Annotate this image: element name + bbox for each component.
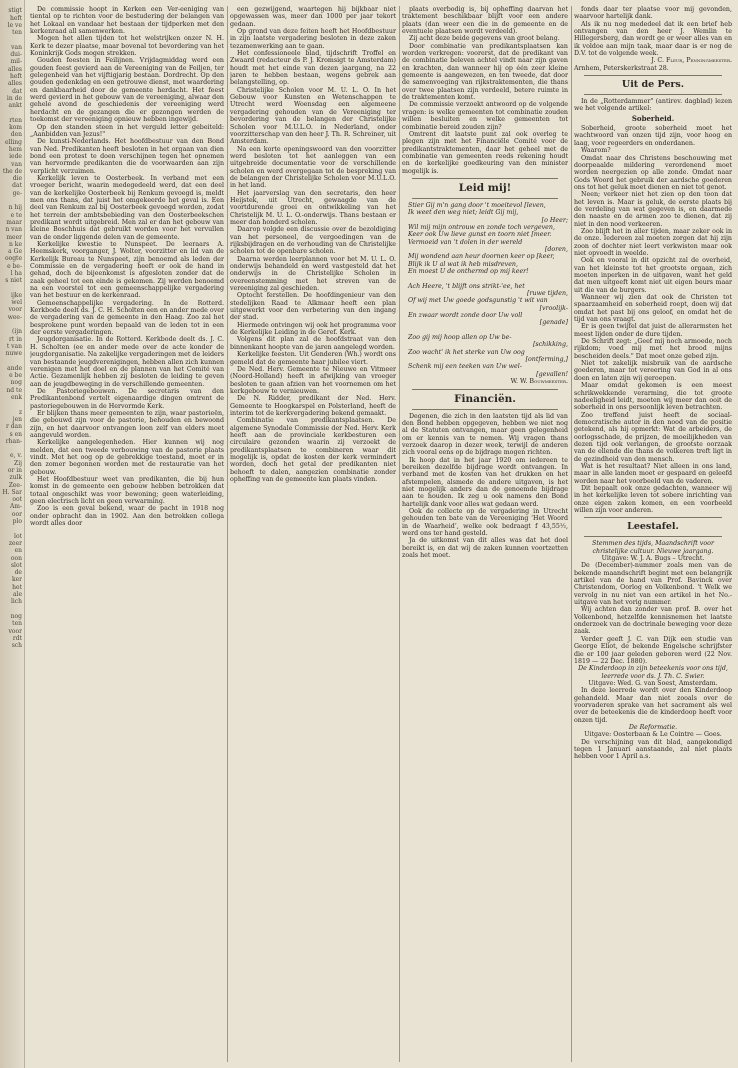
margin-fragment — [0, 445, 24, 452]
margin-fragment: stigt — [8, 7, 22, 15]
section-divider — [412, 198, 558, 199]
margin-fragment: van — [11, 160, 22, 168]
section-divider — [584, 94, 722, 95]
poem-line: Zoo wacht' ik het sterke van Uw oog — [408, 348, 525, 356]
article-paragraph: Wat is het resultaat? Niet alleen in ons land, maar in alle landen moet er gespaard en geleefd worden naar het voorbeeld van de vaderen. — [574, 462, 732, 485]
article-paragraph: De Schrift zegt: „Geef mij noch armoede, noch rijkdom; voed mij met het brood mijns bescheiden deels." Dat moet onze gebed zijn. — [574, 338, 732, 360]
book-title: De Kinderdoop in zijn beteekenis voor ons tijd, leerrede voor ds. J. Th. C. Swier. — [578, 665, 728, 680]
margin-fragment: ale — [12, 591, 22, 599]
margin-fragment: alles — [7, 65, 22, 73]
margin-fragment: Zee- — [8, 481, 22, 489]
article-paragraph: Dit bepaalt ook onze gedachten, wanneer wij in het kerkelijke leven tot sobere inrichting van onze eigen zaken komen, en een voorbeeld willen zijn voor anderen. — [574, 484, 732, 514]
margin-fragment: wee- — [7, 313, 22, 321]
margin-fragment: ankt — [8, 102, 22, 110]
financien-paragraph: Ook de collecte op de vergadering in Utrecht gehouden ten bate van de Vereeniging ‘Het Woord in de Waarheid’, welke ook bedraagt f 43,55½, werd ons ter hand gesteld. — [402, 507, 568, 537]
margin-fragment: t van — [6, 342, 22, 350]
margin-fragment: e te — [10, 211, 22, 219]
leestafel-title: Leestafel. — [627, 521, 679, 533]
margin-fragment: nog — [10, 612, 22, 620]
section-divider — [584, 517, 722, 518]
article-paragraph: De commissie hoopt in Kerken een Ver-eeniging van tiental op te richten voor de bestudering der belangen van het Lokaal en vandaar het bestaan der tijdperken met den kerkenraad all samenwerken. — [30, 6, 224, 36]
article-paragraph: Hiermede ontvingen wij ook het programma voor de Kerkelijke Leiding in de Geref. Kerk. — [230, 321, 396, 337]
book-publisher: Uitgave: Oosterbaan & Le Cointre — Goes. — [584, 731, 722, 739]
margin-fragment — [0, 358, 24, 365]
margin-fragment: Zij — [14, 459, 22, 467]
poem-line: [vroolijk- — [539, 304, 568, 312]
book-title: De Reformatie. — [628, 723, 678, 731]
margin-fragment: le ve — [7, 21, 22, 29]
margin-fragment: slot — [10, 561, 22, 569]
margin-fragment: nd te — [6, 386, 22, 394]
article-paragraph: Kerkelijke aangelegenheden. Hier kunnen wij nog melden, dat een tweede verbouwing van de pastorie plaats vindt. Met het oog op de gebrekkige toestand, moet er in den zomer begonnen worden met de restauratie van het gebouw. — [30, 439, 224, 476]
margin-fragment: ten — [12, 620, 22, 628]
margin-fragment: n van — [5, 226, 22, 234]
margin-fragment: dui- — [10, 51, 22, 59]
financien-paragraph: Ik hoop dat in het jaar 1920 om iedereen te bereiken dezelfde bijdrage wordt ontvangen. In verband met de kosten van het drukken en het afstempelen, alsmede de andere uitgaven, is het niet mogelijk anders dan de genoemde bijdrage aan te houden. Ik zeg u ook namens den Bond hartelijk dank voor alles wat gedaan werd. — [402, 456, 568, 508]
book-publisher: Uitgave: W. J. A. Bugs – Utrecht. — [601, 555, 705, 563]
margin-fragment: voor — [8, 627, 22, 635]
article-paragraph: Zoo is een geval bekend, waar de pacht in 1918 nog onder opbracht dan in 1902. Aan den betrokken collega wordt alles door — [30, 505, 224, 528]
margin-fragment: oogte — [4, 255, 22, 263]
poem-line: En zwaar wordt zonde door Uw voll — [408, 312, 523, 320]
poem-line: Schenk mij een teeken van Uw wel- — [408, 363, 522, 371]
margin-fragment: oor — [11, 510, 22, 518]
poem-line: [o Heer; — [541, 216, 568, 224]
article-paragraph: Het jaarverslag van den secretaris, den heer Heijstek, uit Utrecht, gewaagde van de voortdurende groei en ontwikkeling van het Christelijk M. U. L. O.-onderwijs. Thans bestaan er meer dan honderd scholen. — [230, 189, 396, 226]
poem-line: Ik weet den weg niet; leidt Gij mij, — [408, 209, 519, 217]
column-rule — [227, 6, 228, 1062]
margin-fragment: heft — [9, 72, 22, 80]
margin-fragment: dat — [12, 182, 22, 190]
margin-fragment: lich — [10, 598, 22, 606]
poem-line: [schikking, — [532, 341, 568, 349]
margin-fragment: oon — [10, 554, 22, 562]
article-paragraph: Combinatie van predikantsplaatsen. De algemene Synodale Commissie der Ned. Herv. Kerk heeft aan de provinciale kerkbesturen een circulaire gezonden waarin zij verzoekt de predikantsplaatsen te combineren waar dit mogelijk is, opdat de kosten der kerk vermindert worden, doch het getal der predikanten niet behoeft te dalen, aangezien combinatie zonder opheffing van de gemeente kan plaats vinden. — [230, 417, 396, 483]
poem-line: En moest U de onthermd op mij keer! — [408, 268, 529, 275]
article-paragraph: Zij acht deze beide gegevens van groot belang. — [409, 35, 560, 43]
book-title: Stemmen des tijds, Maandschrift voor christelijke cultuur. Nieuwe jaargang. — [592, 540, 714, 555]
poem-line: [ontferming,] — [525, 356, 568, 364]
margin-fragment: H. Sar — [2, 488, 22, 496]
article-paragraph: Gouden feesten in Feilijnen. Vrijdagmiddag werd een gouden feest gevierd aan de Vereeniging van de Feiljen, ter gelegenheid van het vijftigjarig bestaan. Dordrecht. Op den gouden gedenkdag en een getrouwe dienst, met waardering en dankbaarheid door de gemeente herdacht. Het feest werd gevierd in het gebouw van de vereeniging, alwaar den gehele avond de geschiedenis der vereeniging werd herdacht en de gezangen die er gezongen werden de toekomst der vereeniging opnieuw hebben ingewijd. — [30, 57, 224, 124]
margin-fragment: jen — [12, 415, 22, 423]
margin-fragment: voor — [8, 306, 22, 314]
poem-line: Wil mij mijn ontrouw en zonde toch vergeven, — [408, 223, 555, 231]
article-paragraph: Omdat naar des Christens beschouwing met doorpeaalde mildering verordenend moet worden neergezien op alle zonde. Omdat naar Gods Woord het gebruik der aardsche goederen ons tot het geluk moet dienen en niet tot genot. — [574, 154, 732, 191]
poem-line: Blijk ik U al wat ik heb misdreven, — [408, 260, 518, 268]
article-paragraph: Kerkelijke kwestie te Nunspeet. De leeraars A. Heemskerk, voorganger, J. Wolter, voorzitter en lid van de Kerkelijk Bureau te Nunspeet, zijn benoemd als leden der Commissie en de vergadering heeft er ook de hand in gehad, doch de bijeenkomst is afgesloten zonder dat de zaak geheel tot een einde is gekomen. Zij werden benoemd na een voorstel tot een gemeenschappelijke vergadering van het bestuur en de kerkenraad. — [30, 241, 224, 300]
article-paragraph: Als ik nu nog mededeel dat ik een brief heb ontvangen van den heer J. Wemlin te Hillegersberg, dan wordt ge er weer alles van en ik voldoe aan mijn taak, maar daar is er nog de D.V. tot de volgende week. — [574, 20, 732, 58]
section-divider — [412, 389, 558, 390]
margin-fragment: enk — [10, 394, 22, 402]
article-paragraph: Het Hoofdbestuur weet van predikanten, die bij hun komst in de gemeente een gebouw hebben betrokken dat totaal ongeschikt was voor bewoning; geen waterleiding, geen electrisch licht en geen verwarming. — [30, 476, 224, 506]
article-paragraph: Soberheid, groote soberheid moet het wachtwoord van onzen tijd zijn, voor hoog en laag, voor regeerders en onderdanen. — [574, 125, 732, 147]
article-paragraph: Volgens dit plan zal de hoofdstraat van den binnenkant hoopte van de jaren aangelegd worden. — [230, 336, 396, 351]
margin-fragment: z — [18, 408, 22, 416]
margin-fragment — [0, 0, 24, 7]
article-paragraph: Daarop volgde een discussie over de bezoldiging van het personeel, de vergoedingen van de rijksbijdragen en de verhouding van de Christelijke scholen tot de openbare scholen. — [230, 226, 396, 256]
margin-fragment: van — [11, 43, 22, 51]
article-paragraph: De commissie verzoekt antwoord op de volgende vragen: is welke gemeenten tot combinatie zouden willen besluiten en welke gemeenten tot combinatie bereid zouden zijn? — [402, 101, 568, 131]
article-paragraph: een gezwijgend, waartegen hij bijkbaar niet opgewassen was, meer dan 1000 per jaar tekort gedaan. — [230, 6, 396, 28]
column-1 — [30, 6, 224, 1062]
column-2 — [230, 6, 396, 1062]
article-paragraph: Optocht ferstellen. De hoofdingenieur van den stedelijken Raad te Alkmaar heeft een plan uitgewerkt voor den verbetering van den ingang der stad. — [230, 292, 396, 322]
margin-fragment — [0, 606, 24, 613]
margin-fragment: a Ge — [8, 248, 22, 256]
margin-fragment: maar — [6, 218, 22, 226]
financien-paragraph: Degenen, die zich in den laatsten tijd als lid van den Bond hebben opgegeven, hebben we niet nog al de Statuten ontvangen, maar geen gelegenheid om er kennis van te nemen. Wij vragen thans verzoek daarop in dezer week, terwijl de anderen zich vooral eens op de bijdrage mogen richten. — [402, 412, 568, 457]
margin-fragment — [0, 197, 24, 204]
article-paragraph: Na een korte openingswoord van den voorzitter werd besloten tot het aanleggen van een uitgebreide documentatie voor de verschillende scholen en werd overgegaan tot de bespreking van de belangen der Christelijke Scholen voor M.U.L.O. in het land. — [230, 145, 396, 190]
article-title: Soberheid. — [631, 113, 675, 123]
poem-line: Vermoeid van 't dolen in der wereld — [408, 238, 523, 246]
article-paragraph: Neen; verkeer niet het zien op den toon dat het leven is. Maar is geluk, de eerste plaats bij de verdeling van wat gegeven is, en daarmede den naaste en de armen zoo te dienen, dat zij niet in den nood verkeeren. — [574, 191, 732, 228]
margin-fragment: en — [14, 547, 22, 555]
poem-line: [ruwe tijden, — [527, 290, 568, 298]
article-paragraph: Waarom? — [581, 147, 611, 155]
margin-fragment: het — [12, 583, 22, 591]
uit-de-pers-intro: In de „Rotterdammer" (antirev. dagblad) lezen we het volgende artikel: — [574, 98, 732, 113]
margin-fragment: heft — [9, 14, 22, 22]
margin-fragment: nuwe — [5, 350, 22, 358]
article-paragraph: De Pastoriegebouwen. De secretaris van den Predikantenbond vertelt eigenaardige dingen omtrent de pastoriegebouwen in de Hervormde Kerk. — [30, 387, 224, 410]
article-paragraph: De kunsti-Nederlands. Het hoofdbestuur van den Bond van Ned. Predikanten heeft besloten in het orgaan van dien bond een protest te doen verschijnen tegen het opnemen van hervormde predikanten die de voorwaarden aan zijn verplicht verzuimen. — [30, 138, 224, 175]
margin-fragment: oot — [12, 496, 22, 504]
margin-fragment: Am- — [9, 503, 22, 511]
margin-fragment: the de — [2, 167, 22, 175]
article-paragraph: Christelijke Scholen voor M. U. L. O. In het Gebouw voor Kunsten en Wetenschappen te Utrecht werd Woensdag een algemeene vergadering gehouden van de Vereeniging ter bevordering van de belangen der Christelijke Scholen voor M.U.L.O. in Nederland, onder voorzitterschap van den heer J. Th. R. Schreiner, uit Amsterdam. — [230, 86, 396, 146]
margin-fragment — [0, 109, 24, 116]
treasurer-signature: J. C. Fleur, Penningmeester. — [651, 57, 732, 65]
margin-fragment: kom — [9, 124, 22, 132]
article-paragraph: Zoo treffend juist heeft de sociaal-democratische autor in den nood van de positie getekend, als hij opmerkt: Wat de arbeiders, de oorlogsschade, de prijzen, de moeilijkheden van dezen tijd ook verlangen, de grootste oorzaak van de ellende die thans de volkeren treft ligt in de gezindheid van den mensch. — [574, 411, 732, 463]
poem-signature: W. W. Bouwmeester. — [510, 378, 568, 386]
financien-paragraph: Ja de uitkomst van dit alles was dat het doel bereikt is, en dat wij de zaken kunnen voortzetten zoals het moet. — [402, 537, 568, 560]
margin-fragment: hem — [8, 145, 22, 153]
section-divider — [584, 536, 722, 537]
poem-line: [genade] — [539, 319, 568, 327]
article-paragraph: Door combinatie van predikantsplaatsen kan worden verkregen: voorerst, dat de predikant van de combinatie beleven achtel vindt naar zijn gaven en krachten, dan wanneer hij op één zeer kleine gemeente is aangewezen, en ten tweede, dat door de samenvoeging van rijkstraktementen, die thans over twee plaatsen zijn verdeeld, betere ruimte in de traktementen komt. — [402, 42, 568, 102]
poem-line: Keer ook Uw lieve gunst en toorn niet [meer. — [408, 231, 552, 239]
column-rule — [399, 6, 400, 1062]
margin-fragment: nog — [10, 379, 22, 387]
margin-fragment: elling — [4, 138, 22, 146]
article-paragraph: Daarna werden leerplannen voor het M. U. L. O. onderwijs behandeld en werd vastgesteld dat het onderwijs in de Christelijke Scholen in overeenstemming met het streven van de vereeniging zal geschieden. — [230, 255, 396, 293]
article-paragraph: Ook en vooral in dit opzicht zal de overheid, van het kleinste tot het grootste orgaan, zich moeten inperken in de uitgaven, want het geld dat men uitgeeft komt niet uit eigen beurs maar uit die van de burgers. — [574, 257, 732, 294]
margin-fragment: rdt — [12, 634, 22, 642]
treasurer-address: Arnhem, Peterskerkstraat 28. — [574, 64, 669, 72]
margin-fragment: iede — [9, 153, 22, 161]
margin-fragment: mil- — [10, 58, 22, 66]
poem-line: [gevallen! — [536, 370, 568, 378]
poem-title: Leid mij! — [458, 181, 512, 194]
margin-fragment: lot — [14, 532, 22, 540]
margin-fragment: ge- — [12, 189, 22, 197]
section-divider — [412, 409, 558, 410]
article-paragraph: De Ned. Herv. Gemeente te Nieuwe en Vitmeer (Noord-Holland) heeft in afwijking van vroeger besloten te gaan afzien van het voornemen om het kerkgebouw te vernieuwen. — [230, 365, 396, 395]
margin-fragment: rt in — [9, 335, 22, 343]
margin-fragment: zeer — [8, 539, 22, 547]
margin-fragment: s niet — [5, 277, 22, 285]
section-divider — [584, 75, 722, 76]
margin-fragment: de — [14, 569, 22, 577]
article-paragraph: De N. Ridder, predikant der Ned. Herv. Gemeente te Hoogkarspel en Polsterland, heeft de interim tot de kerkvergadering bekend gemaakt. — [230, 395, 396, 417]
margin-fragment: den — [10, 131, 22, 139]
column-3 — [402, 6, 568, 1062]
article-paragraph: Het confessioneele blad, tijdschrift Troffel en Zwaard (redacteur ds P. J. Kromsigt te Amsterdam) houdt met het einde van dezen jaargang, na 22 jaren te hebben bestaan, wegens gebrek aan belangstelling, op. — [230, 50, 396, 87]
article-paragraph: Niet tot zakelijk misbruik van de aardsche goederen, maar tot vereering van God in al ons doen en laten zijn wij geroepen. — [574, 360, 732, 382]
margin-fragment: (ijn — [12, 328, 22, 336]
poem-line: Mij wondend aan heur doornen keer op [keer, — [408, 253, 555, 261]
section-divider — [412, 178, 558, 179]
margin-fragment: zulk — [9, 474, 22, 482]
margin-fragment: s en — [9, 430, 22, 438]
poem-line: Ach Heere, 't blijft ons strikt-'ee, het — [408, 282, 525, 290]
poem-line: Zoo gij mij hoop allen op Uw be- — [408, 334, 512, 342]
article-paragraph: Maar omdat gekomen is een meest schrikwekkende verarming, die tot groote nadeeligheid leidt, moeten wij meer dan ooit de soberheid in ons persoonlijk leven betrachten. — [574, 382, 732, 412]
poem-line: Of wij met Uw goede godsgunstig 't wit van — [408, 297, 548, 305]
margin-fragment: ande — [7, 364, 22, 372]
article-paragraph: Kerkelijk leven te Oosterbeek. In verband met een vroeger bericht, waarin medegedeeld werd, dat een deel van de kerkelijke Oosterbeek bij Renkum gevoegd is, meldt men ons thans, dat juist het omgekeerde het geval is. Een deel van Renkum zal bij Oosterbeek gevoegd worden, zodat het terrein der ambtsbebieding van den Oosterbeekschen predikant wordt uitgebreid. Men zal er dan het gebouw van kleine Boschhuis dat gebruikt worden voor het vervullen van de onder liggende delen van de gemeente. — [30, 174, 224, 241]
review-paragraph: In deze leerrede wordt over den Kinderdoop gehandeld. Maar dan niet zooals over de voorvaderen sprake van het sacrament als wel over de beteekenis die de kinderdoop heeft voor onzen tijd. — [574, 687, 732, 724]
margin-fragment: alles — [7, 80, 22, 88]
uit-de-pers-title: Uit de Pers. — [621, 79, 685, 91]
poem-line — [402, 275, 568, 282]
article-paragraph: Zoo blijft het in aller tijden, maar zeker ook in de onze. Iedereen zal moeten zorgen dat hij zijn zoon of dochter niet leert verkwisten maar ook niet opvoedt in weelde. — [574, 227, 732, 257]
margin-fragment — [0, 36, 24, 43]
margin-fragment: ten — [12, 29, 22, 37]
margin-fragment — [0, 321, 24, 328]
poem-line: [doren, — [544, 245, 568, 253]
margin-fragment: in de — [6, 94, 22, 102]
margin-fragment: rhan- — [5, 437, 22, 445]
article-paragraph: Omtrent dit laatste punt zal ook overleg te plegen zijn met het Financiële Comité voor de predikantstraktementen, daar het geheel met de combinatie van gemeenten reeds rekening houdt en de kerkelijke goedkeuring van den minister mogelijk is. — [402, 130, 568, 175]
margin-fragment: sch — [11, 642, 22, 650]
article-paragraph: Op grond van deze feiten heeft het Hoofdbestuur in zijn laatste vergadering besloten in deze zaken tezamenwerking aan te gaan. — [230, 28, 396, 50]
previous-page-edge — [0, 0, 25, 1068]
article-paragraph: Er blijken thans meer gemeenten te zijn, waar pastorieën, die gebouwd zijn voor de pastorie, behouden en bewoond zijn, en het daarvoor ontvangen loon zelf van elders moet aangevuld worden. — [30, 409, 224, 439]
margin-fragment: e be- — [7, 262, 22, 270]
margin-fragment: or in — [7, 467, 22, 474]
review-paragraph: De (December)-nummer zoals men van de bekende maandschrift begint met een belangrijk artikel van de hand van Prof. Bavinck over Christendom, Oorlog en Volkenbond. 't Welk we vervolg in nu niet van een artikel in het No.-uitgave van het vorig nummer. — [574, 562, 732, 607]
book-publisher: Uitgave: Wed. G. van Soest, Amsterdam. — [588, 679, 718, 687]
review-paragraph: De verschijning van dit blad, aangekondigd tegen 1 Januari aanstaande, zal niet plaats hebben voor 1 April a.s. — [574, 738, 732, 761]
article-paragraph: Wanneer wij zien dat ook de Christen tot spaarzaamheid en soberheid roept, doen wij dat omdat het past bij ons geloof, en omdat het de tijd van ons vraagt. — [574, 294, 732, 324]
review-paragraph: Wij achten dan zonder van prof. B. over het Volkenbond, hetzelfde kennisnemen het laatste onderzoek van de doctrinale beweging voor deze zaak. — [574, 606, 732, 636]
column-4 — [574, 6, 732, 1062]
margin-fragment: meer — [6, 233, 22, 241]
margin-fragment: die — [12, 175, 22, 183]
margin-fragment — [0, 525, 24, 532]
margin-fragment: ijke — [11, 291, 22, 299]
poem-line — [402, 327, 568, 334]
poem-line: Stier Gij m'n gang door 't moeitevol [leven, — [408, 201, 546, 209]
margin-fragment — [0, 285, 24, 292]
margin-fragment: rten — [9, 116, 22, 124]
article-paragraph: Op den standen steen in het verguld letter gebeiteld: „Aanbidden van Jezus!" — [30, 123, 224, 138]
article-paragraph: Gemeenschappelijke vergadering. In de Rotterd. Kerkbode deelt ds. J. C. H. Scholten een en ander mede over de vergadering van de gemeente in den Haag. Zoo zal het besprokene punt worden bepaald van de leden tot in een der eerste vergaderingen. — [30, 299, 224, 337]
article-paragraph: plaats overbodig is, bij opheffing daarvan het traktement beschikbaar blijft voor een andere plaats (dan weer een die in de gemeente en de eventuele plaatsen wordt verdeeld). — [402, 6, 568, 36]
margin-fragment: e be — [9, 372, 22, 380]
margin-fragment: n ke — [9, 240, 22, 248]
margin-fragment: dat — [12, 87, 22, 95]
article-paragraph: Kerkelijke feesten. Uit Genderen (Wh.) wordt ons gemeld dat de gemeente haar jubilee viert. — [230, 351, 396, 366]
margin-fragment: plo — [12, 518, 22, 526]
review-paragraph: Verder geeft J. C. van Dijk een studie van George Eliot, de bekende Engelsche schrijfster die er 100 jaar geleden geboren werd (22 Nov. 1819 — 22 Dec. 1880). — [574, 635, 732, 665]
article-paragraph: Er is geen twijfel dat juist de allerarmsten het meest lijden onder de dure tijden. — [574, 323, 732, 338]
margin-fragment: wel — [11, 299, 22, 307]
margin-fragment — [0, 401, 24, 408]
article-paragraph: Mogen het allen tijden tot het welstrijken onzer N. H. Kerk te dezer plaatse, maar bovenal tot bevordering van het Koninkrijk Gods mogen strekken. — [30, 35, 224, 58]
margin-fragment: l ha — [10, 269, 22, 277]
column-rule — [571, 6, 572, 1062]
margin-fragment: ker — [11, 576, 22, 584]
article-paragraph: fonds daar ter plaatse voor mij gevonden, waarvoor hartelijk dank. — [574, 6, 732, 21]
article-paragraph: Jeugdorganisatie. In de Rotterd. Kerkbode deelt ds. J. C. H. Scholten (ee en ander mede over de acte konder de jeugdorganisatie. Na zakelijke vergaderingen met de leiders van bestaande jeugdverenigingen, hebben allen zich kunnen verenigen met het doel en de plannen van het Comité van Actie. Gezamenlijk hebben zij besloten de leiding te geven aan de jeugdbeweging in de verschillende gemeenten. — [30, 336, 224, 388]
financien-title: Financiën. — [454, 392, 516, 405]
margin-fragment: r dan — [5, 423, 22, 431]
margin-fragment: n hij — [8, 204, 22, 212]
margin-fragment: e, v. — [10, 452, 22, 460]
